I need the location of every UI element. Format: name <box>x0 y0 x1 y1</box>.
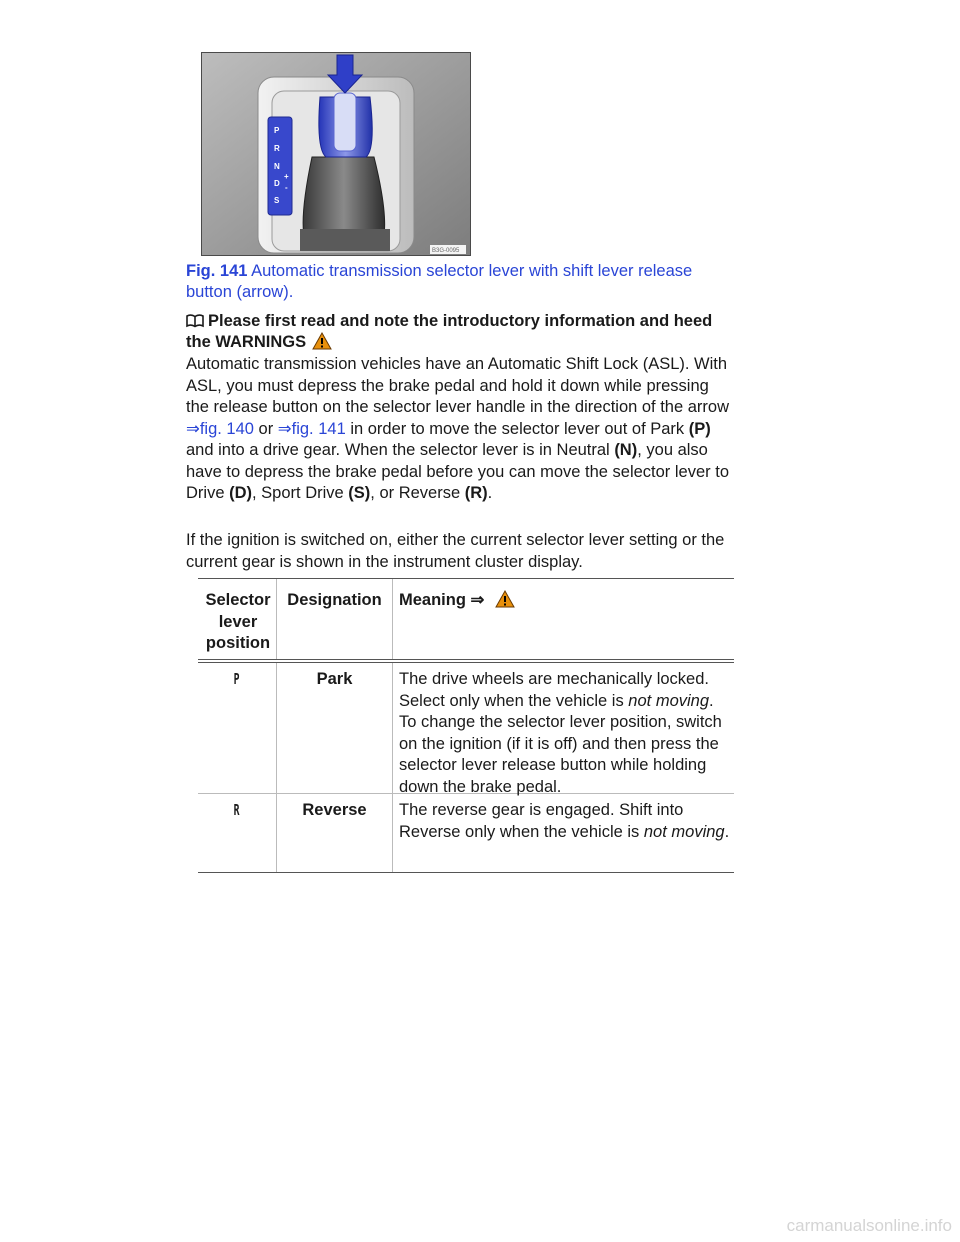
xref-fig-141[interactable]: ⇒fig. 141 <box>277 419 346 438</box>
meaning-text: The reverse gear is engaged. Shift into Reverse only when the vehicle is <box>399 801 684 841</box>
intro-heading <box>186 311 736 353</box>
reverse-code: (R) <box>464 484 488 502</box>
meaning-text: . <box>724 822 730 841</box>
meaning-emphasis: not moving <box>628 691 710 710</box>
ignition-paragraph: If the ignition is switched on, either the current selector lever setting or the current gear is shown in the instrument cluster display. <box>186 531 725 571</box>
figure-caption <box>186 261 736 303</box>
table-row <box>198 794 734 873</box>
para-text: in order to move the selector lever out of Park <box>345 419 689 438</box>
table-header-row <box>198 579 734 663</box>
designation-cell: Park <box>277 663 393 793</box>
warning-triangle-icon <box>495 590 515 608</box>
para-text: , or Reverse <box>370 484 465 502</box>
open-book-icon <box>186 314 204 328</box>
para-text: and into a drive gear. When the selector lever is in Neutral <box>186 441 615 459</box>
para-text: Automatic transmission vehicles have an Automatic Shift Lock (ASL). With ASL, you must depress the brake pedal and hold it down while pressing the release button on the selector lever handle in the direction of the arrow <box>186 355 730 416</box>
gear-letter-p: P <box>274 126 280 135</box>
selector-lever-illustration <box>202 53 470 255</box>
para-text: or <box>253 419 278 438</box>
position-glyph-r: R <box>234 801 240 819</box>
para-text: , you also have to depress the brake pedal before you can move the selector lever to Drive <box>186 441 729 502</box>
gear-plus: + <box>284 172 289 181</box>
gear-minus: - <box>285 183 288 192</box>
watermark: carmanualsonline.info <box>786 1216 952 1235</box>
header-position: Selector lever position <box>198 579 277 659</box>
xref-fig-140[interactable]: ⇒fig. 140 <box>186 419 254 438</box>
designation-cell: Reverse <box>277 794 393 872</box>
warning-triangle-icon <box>312 332 332 350</box>
table-row <box>198 663 734 794</box>
para-text: , Sport Drive <box>252 484 349 502</box>
position-cell <box>198 794 277 872</box>
meaning-emphasis: not moving <box>643 822 725 841</box>
park-code: (P) <box>688 419 711 438</box>
meaning-text: . To change the selector lever position, switch on the ignition (if it is off) and then press the selector lever release button while holding down the brake pedal. <box>399 691 722 796</box>
neutral-code: (N) <box>614 441 638 459</box>
meaning-text: The drive wheels are mechanically locked. Select only when the vehicle is <box>399 670 709 710</box>
figure-selector-lever <box>201 52 471 256</box>
selector-position-table <box>198 578 734 873</box>
figure-code: B3G-0095 <box>432 248 460 254</box>
meaning-cell <box>393 663 734 796</box>
header-meaning-text: Meaning ⇒ <box>399 591 485 609</box>
header-designation: Designation <box>277 579 393 659</box>
gear-letter-r: R <box>274 144 280 153</box>
header-meaning <box>393 579 734 659</box>
sport-code: (S) <box>348 484 371 502</box>
drive-code: (D) <box>229 484 252 502</box>
meaning-cell <box>393 794 734 872</box>
gear-letter-s: S <box>274 196 280 205</box>
gear-letter-n: N <box>274 162 280 171</box>
intro-heading-text: Please first read and note the introductory information and heed the WARNINGS <box>186 312 713 351</box>
position-cell <box>198 663 277 793</box>
figure-caption-text: Automatic transmission selector lever with shift lever release button (arrow). <box>186 262 693 301</box>
figure-label: Fig. 141 <box>186 262 248 280</box>
asl-paragraph <box>186 354 736 505</box>
position-glyph-p: P <box>234 670 240 688</box>
gear-letter-d: D <box>274 179 280 188</box>
para-text: . <box>487 484 493 502</box>
